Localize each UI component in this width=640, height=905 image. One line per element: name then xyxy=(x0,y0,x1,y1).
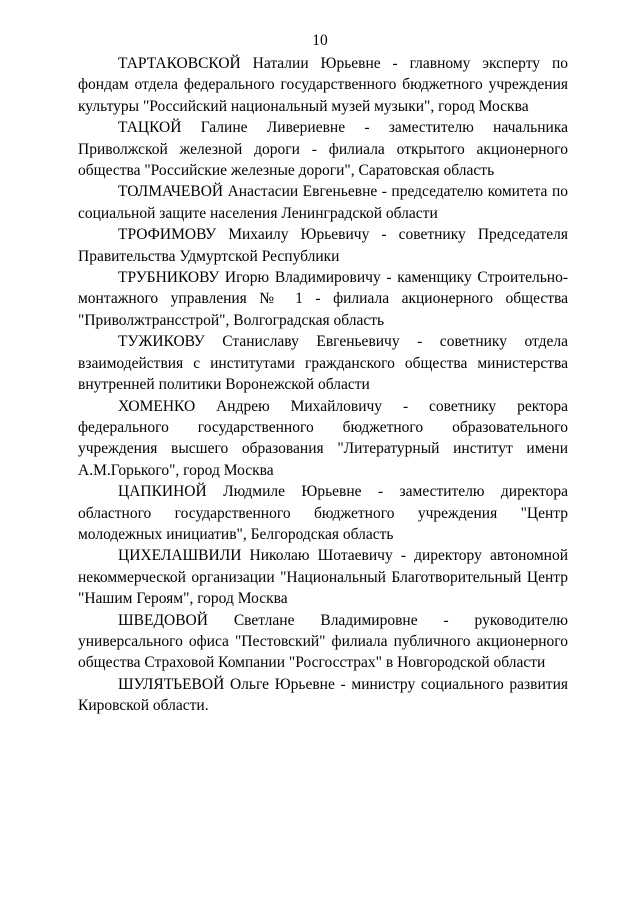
award-list xyxy=(78,53,568,717)
page-number: 10 xyxy=(312,32,328,49)
list-entry: ШВЕДОВОЙ Светлане Владимировне - руководителю универсального офиса "Пестовский" филиала публичного акционерного общества Страховой Компании "Росгосстрах" в Новгородской области xyxy=(78,611,568,672)
list-entry: ТРОФИМОВУ Михаилу Юрьевичу - советнику Председателя Правительства Удмуртской Республики xyxy=(78,226,568,265)
list-entry: ТРУБНИКОВУ Игорю Владимировичу - каменщику Строительно-монтажного управления № 1 - филиала акционерного общества "Приволжтрансстрой", Волгоградская область xyxy=(78,269,568,329)
list-entry: ХОМЕНКО Андрею Михайловичу - советнику ректора федерального государственного бюджетного образовательного учреждения высшего образования "Литературный институт имени А.М.Горького", город Москва xyxy=(78,397,568,479)
list-entry: ТОЛМАЧЕВОЙ Анастасии Евгеньевне - председателю комитета по социальной защите населения Ленинградской области xyxy=(78,183,568,222)
list-entry: ТУЖИКОВУ Станиславу Евгеньевичу - советнику отдела взаимодействия с институтами гражданского общества министерства внутренней политики Воронежской области xyxy=(78,333,568,394)
list-entry: ТАРТАКОВСКОЙ Наталии Юрьевне - главному эксперту по фондам отдела федерального государственного бюджетного учреждения культуры "Российский национальный музей музыки", город Москва xyxy=(78,55,568,115)
list-entry: ШУЛЯТЬЕВОЙ Ольге Юрьевне - министру социального развития Кировской области. xyxy=(78,675,568,715)
list-entry: ЦИХЕЛАШВИЛИ Николаю Шотаевичу - директору автономной некоммерческой организации "Национальный Благотворительный Центр "Нашим Героям", город Москва xyxy=(78,547,568,608)
list-entry: ЦАПКИНОЙ Людмиле Юрьевне - заместителю директора областного государственного бюджетного учреждения "Центр молодежных инициатив", Белгородская область xyxy=(78,483,568,543)
list-entry: ТАЦКОЙ Галине Ливериевне - заместителю начальника Приволжской железной дороги - филиала открытого акционерного общества "Российские железные дороги", Саратовская область xyxy=(78,119,568,180)
